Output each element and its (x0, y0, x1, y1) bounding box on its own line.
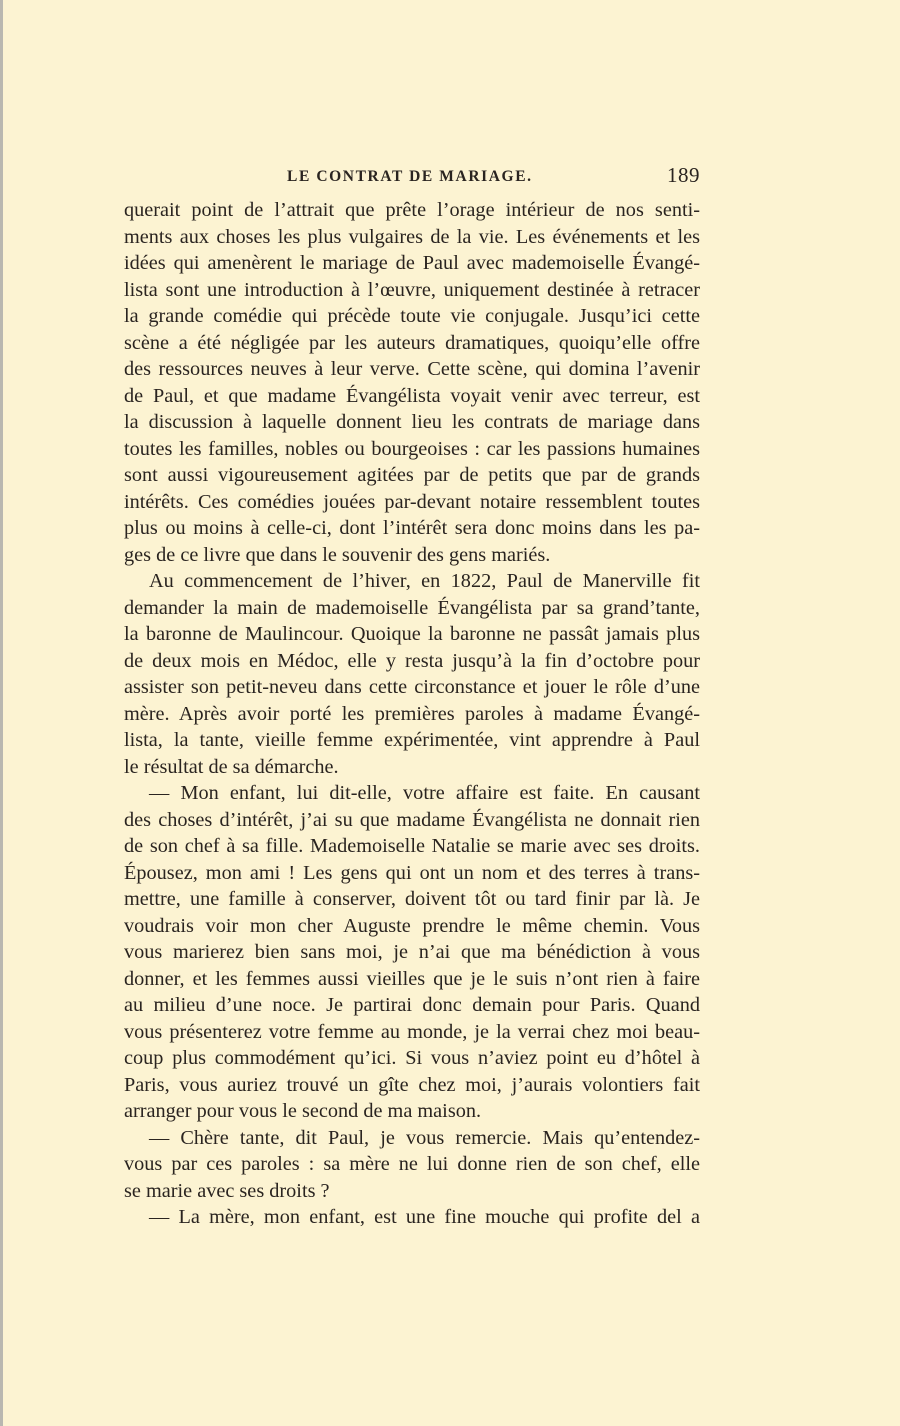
text-line: voudrais voir mon cher Auguste prendre le même chemin. Vous (124, 914, 700, 937)
text-line: Au commencement de l’hiver, en 1822, Paul de Manerville fit (149, 570, 700, 592)
text-line: mettre, une famille à conserver, doivent tôt ou tard finir par là. Je (124, 888, 700, 910)
text-line: sont aussi vigoureusement agitées par de petits que par de grands (124, 464, 700, 486)
text-line: lista, la tante, vieille femme expérimentée, vint apprendre à Paul (124, 729, 700, 751)
text-line: la baronne de Maulincour. Quoique la baronne ne passât jamais plus (124, 623, 700, 645)
paragraph (124, 568, 700, 780)
text-line: demander la main de mademoiselle Évangélista par sa grand’tante, (124, 596, 700, 619)
text-line: des choses d’intérêt, j’ai su que madame Évangélista ne donnait rien (124, 808, 700, 831)
paragraph (124, 780, 700, 1125)
text-line: assister son petit-neveu dans cette circonstance et jouer le rôle d’une (124, 676, 700, 698)
text-line: ges de ce livre que dans le souvenir des gens mariés. (124, 543, 551, 566)
text-line: idées qui amenèrent le mariage de Paul avec mademoiselle Évangé- (124, 252, 700, 274)
text-line: de son chef à sa fille. Mademoiselle Natalie se marie avec ses droits. (124, 835, 700, 857)
paragraph (124, 197, 700, 568)
paragraph (124, 1204, 700, 1231)
text-line: le résultat de sa démarche. (124, 755, 339, 778)
text-line: — La mère, mon enfant, est une fine mouche qui profite del a (149, 1206, 700, 1228)
text-line: vous présenterez votre femme au monde, je la verrai chez moi beau- (124, 1020, 700, 1043)
running-title: LE CONTRAT DE MARIAGE. (287, 168, 533, 185)
text-line: donner, et les femmes aussi vieilles que je le suis n’ont rien à faire (124, 967, 700, 990)
text-line: vous par ces paroles : sa mère ne lui donne rien de son chef, elle (124, 1153, 700, 1175)
text-line: intérêts. Ces comédies jouées par-devant notaire ressemblent toutes (124, 490, 700, 513)
text-line: des ressources neuves à leur verve. Cette scène, qui domina l’avenir (124, 358, 700, 380)
text-line: mère. Après avoir porté les premières paroles à madame Évangé- (124, 702, 700, 725)
text-line: de deux mois en Médoc, elle y resta jusqu’à la fin d’octobre pour (124, 649, 700, 672)
text-line: — Mon enfant, lui dit-elle, votre affaire est faite. En causant (149, 782, 700, 804)
text-line: lista sont une introduction à l’œuvre, uniquement destinée à retracer (124, 278, 700, 301)
text-line: la discussion à laquelle donnent lieu les contrats de mariage dans (124, 411, 700, 433)
text-line: querait point de l’attrait que prête l’orage intérieur de nos senti- (124, 199, 700, 221)
text-line: plus ou moins à celle-ci, dont l’intérêt sera donc moins dans les pa- (124, 517, 700, 539)
text-line: — Chère tante, dit Paul, je vous remercie. Mais qu’entendez- (149, 1126, 700, 1149)
paragraph (124, 1125, 700, 1205)
text-line: Paris, vous auriez trouvé un gîte chez moi, j’aurais volontiers fait (124, 1073, 700, 1096)
page-number: 189 (667, 163, 700, 187)
text-line: vous marierez bien sans moi, je n’ai que ma bénédiction à vous (124, 941, 700, 963)
text-line: de Paul, et que madame Évangélista voyait venir avec terreur, est (124, 384, 700, 407)
text-line: la grande comédie qui précède toute vie conjugale. Jusqu’ici cette (124, 305, 700, 327)
text-line: se marie avec ses droits ? (124, 1179, 330, 1202)
text-line: toutes les familles, nobles ou bourgeoises : car les passions humaines (124, 437, 700, 460)
text-line: au milieu d’une noce. Je partirai donc demain pour Paris. Quand (124, 994, 700, 1016)
text-line: ments aux choses les plus vulgaires de la vie. Les événements et les (124, 225, 700, 248)
text-line: arranger pour vous le second de ma maison. (124, 1100, 482, 1122)
page-header (124, 164, 700, 190)
text-line: coup plus commodément qu’ici. Si vous n’aviez point eu d’hôtel à (124, 1047, 700, 1069)
text-line: Épousez, mon ami ! Les gens qui ont un nom et des terres à trans- (124, 861, 700, 884)
body-text (124, 197, 700, 1231)
text-line: scène a été négligée par les auteurs dramatiques, quoiqu’elle offre (124, 331, 700, 354)
